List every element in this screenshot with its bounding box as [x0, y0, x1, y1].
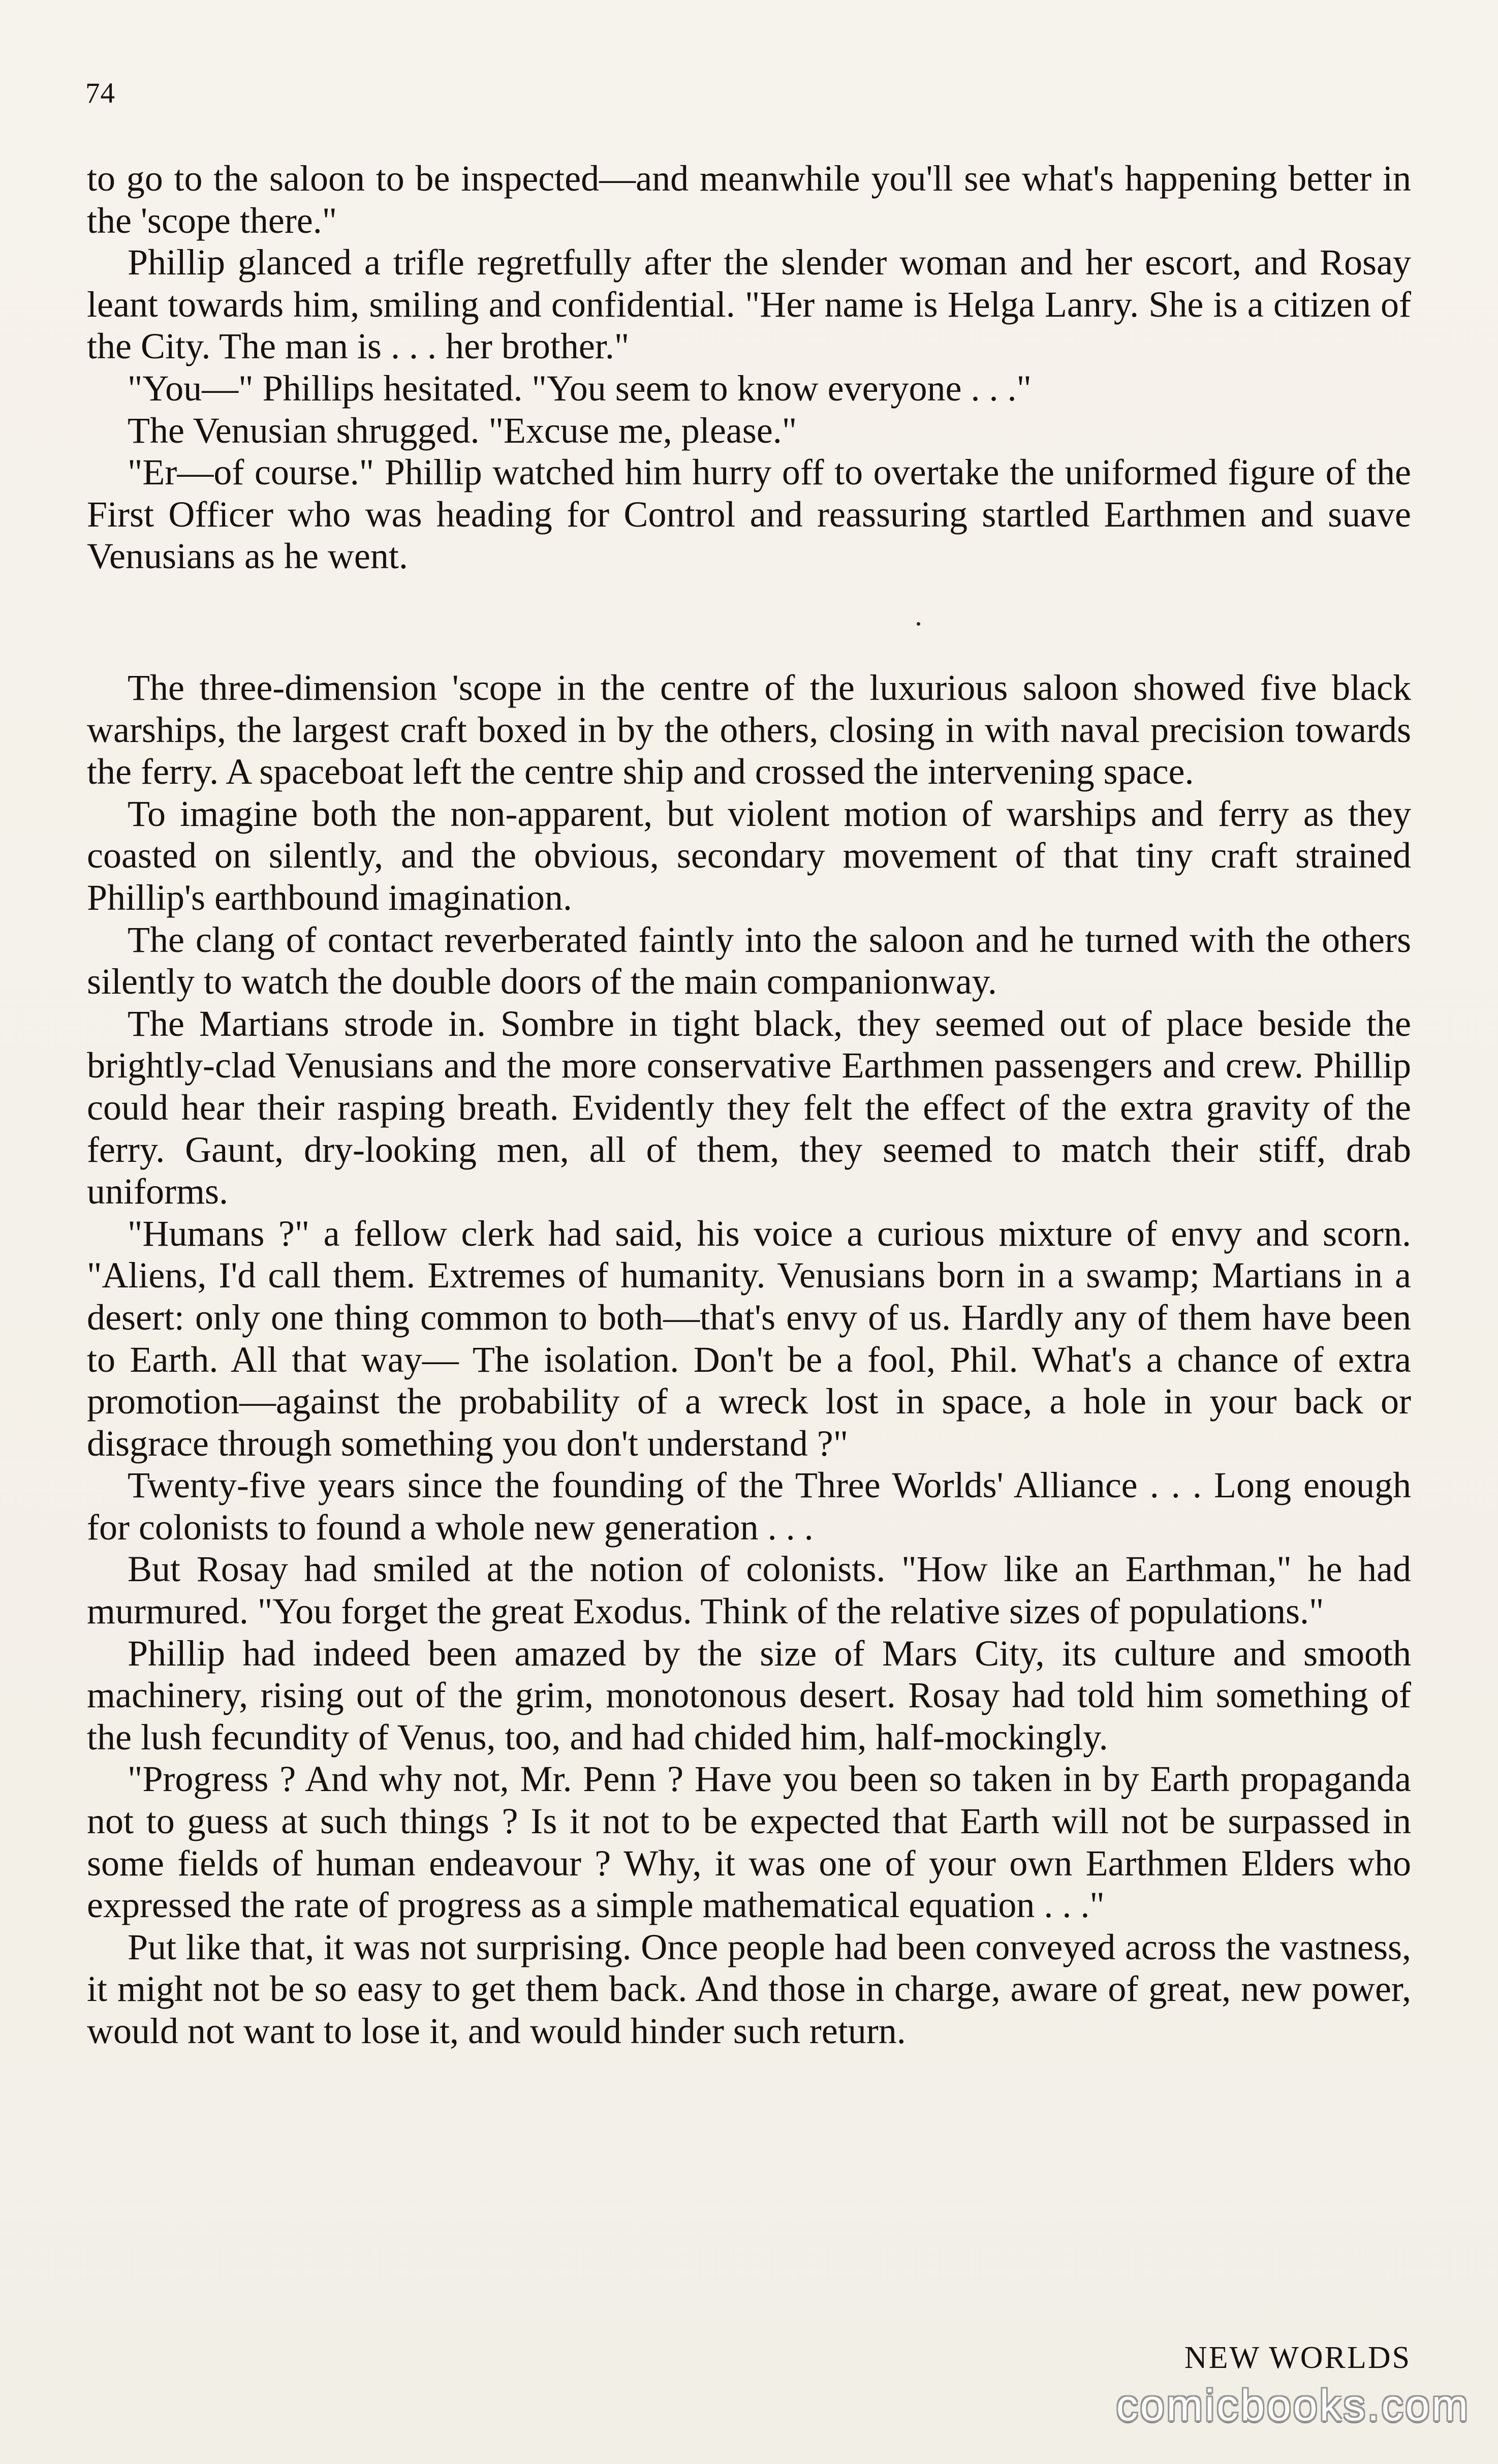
paragraph: Put like that, it was not surprising. Once people had been conveyed across the vastness, it might not be so easy to get them back. And those in charge, aware of great, new power, would not want to lose it, and would hinder such return. — [87, 1926, 1411, 2051]
paragraph: "Progress ? And why not, Mr. Penn ? Have you been so taken in by Earth propaganda not to guess at such things ? Is it not to be expected that Earth will not be surpassed in some fields of human endeavour ? Why, it was one of your own Earthmen Elders who expressed the rate of progress as a simple mathematical equation . . ." — [87, 1759, 1411, 1926]
paragraph: Twenty-five years since the founding of the Three Worlds' Alliance . . . Long enough for colonists to found a whole new generation . . . — [87, 1465, 1411, 1548]
paragraph: The Venusian shrugged. "Excuse me, please." — [128, 410, 797, 451]
story-text-after-break — [87, 667, 1411, 2052]
paragraph: Phillip had indeed been amazed by the size of Mars City, its culture and smooth machinery, rising out of the grim, monotonous desert. Rosay had told him something of the lush fecundity of Venus, too, and had chided him, half-mockingly. — [87, 1633, 1411, 1758]
publication-title: NEW WORLDS — [1184, 2340, 1411, 2375]
story-text-before-break — [87, 158, 1411, 577]
paragraph: To imagine both the non-apparent, but violent motion of warships and ferry as they coasted on silently, and the obvious, secondary movement of that tiny craft strained Phillip's earthbound imagination. — [87, 793, 1411, 918]
paragraph-continuation: to go to the saloon to be inspected—and meanwhile you'll see what's happening better in the 'scope there." — [87, 158, 1411, 241]
paragraph: The three-dimension 'scope in the centre of the luxurious saloon showed five black warships, the largest craft boxed in by the others, closing in with naval precision towards the ferry. A spaceboat left the centre ship and crossed the intervening space. — [87, 667, 1411, 792]
page-number: 74 — [85, 77, 115, 109]
paragraph: "You—" Phillips hesitated. "You seem to know everyone . . ." — [128, 367, 1032, 409]
paragraph: The Martians strode in. Sombre in tight black, they seemed out of place beside the brightly-clad Venusians and the more conservative Earthmen passengers and crew. Phillip could hear their rasping breath. Evidently they felt the effect of the extra gravity of the ferry. Gaunt, dry-looking men, all of them, they seemed to match their stiff, drab uniforms. — [87, 1003, 1411, 1212]
paragraph: The clang of contact reverberated faintly into the saloon and he turned with the others silently to watch the double doors of the main companionway. — [87, 919, 1411, 1002]
paragraph: "Er—of course." Phillip watched him hurry off to overtake the uniformed figure of the First Officer who was heading for Control and reassuring startled Earthmen and suave Venusians as he went. — [87, 452, 1411, 577]
website-watermark: comicbooks.com — [1116, 2381, 1470, 2430]
paragraph: Phillip glanced a trifle regretfully after the slender woman and her escort, and Rosay leant towards him, smiling and confidential. "Her name is Helga Lanry. She is a citizen of the City. The man is . . . her brother." — [87, 242, 1411, 367]
paragraph: "Humans ?" a fellow clerk had said, his voice a curious mixture of envy and scorn. "Aliens, I'd call them. Extremes of humanity. Venusians born in a swamp; Martians in a desert: only one thing common to both—that's envy of us. Hardly any of them have been to Earth. All that way— The isolation. Don't be a fool, Phil. What's a chance of extra promotion—against the probability of a wreck lost in space, a hole in your back or disgrace through something you don't understand ?" — [87, 1213, 1411, 1464]
section-break-dot — [917, 622, 920, 626]
paragraph: But Rosay had smiled at the notion of colonists. "How like an Earthman," he had murmured. "You forget the great Exodus. Think of the relative sizes of populations." — [87, 1549, 1411, 1632]
